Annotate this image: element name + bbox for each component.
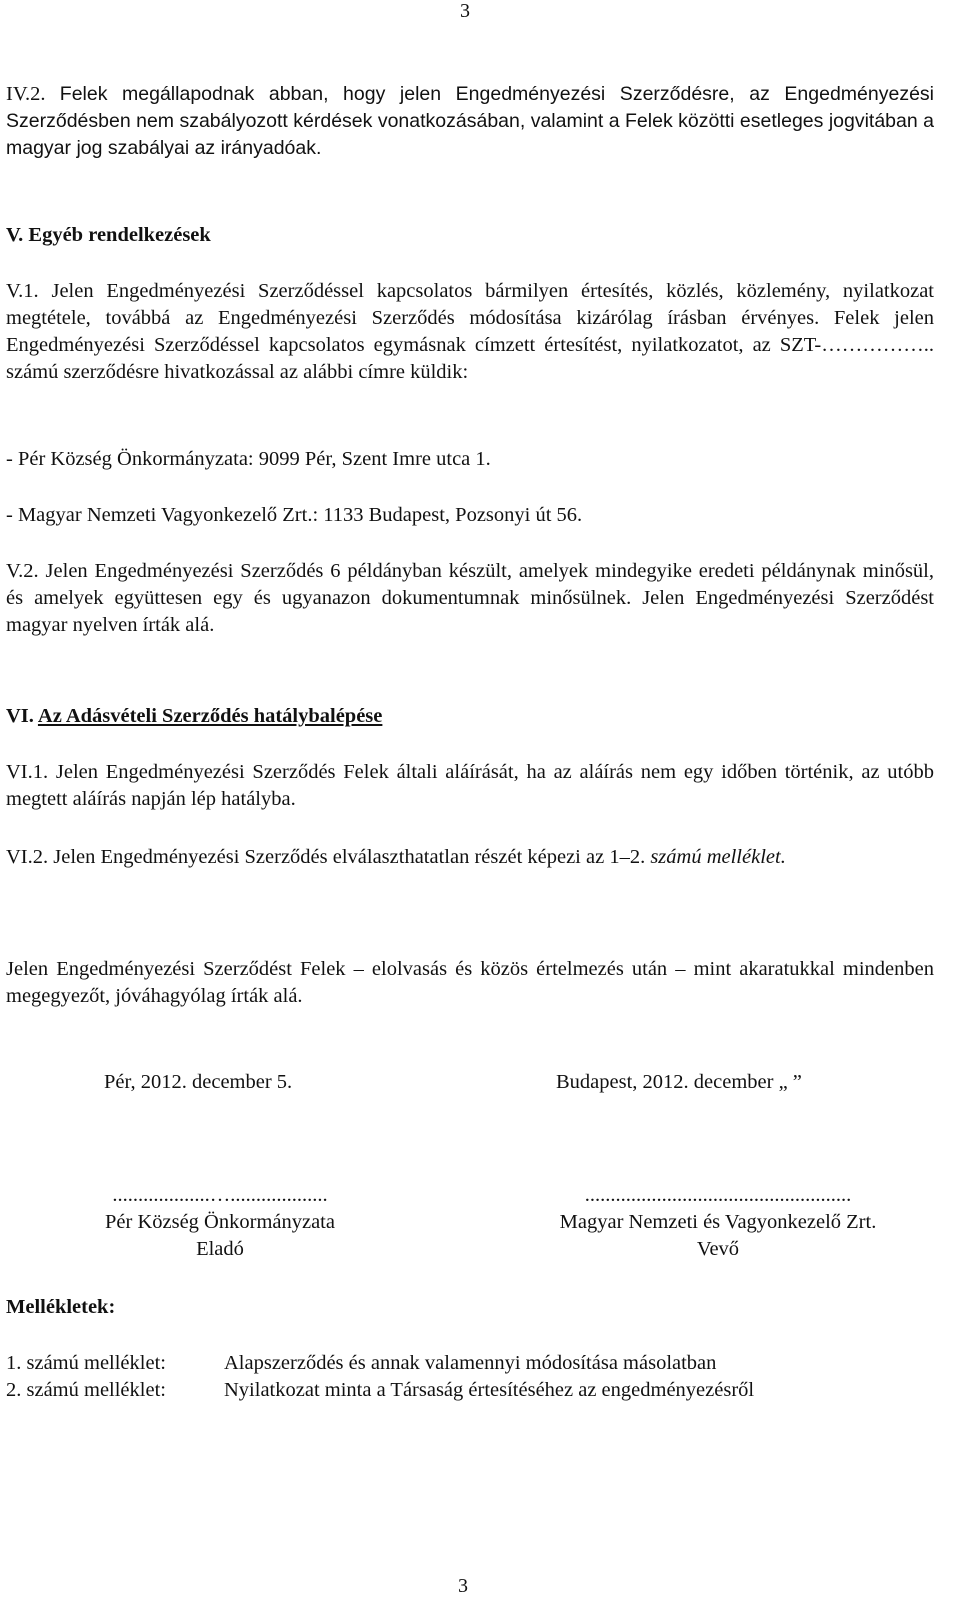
place-date-left: Pér, 2012. december 5. xyxy=(104,1071,293,1093)
annex-text: Nyilatkozat minta a Társaság értesítéséhez az engedményezésről xyxy=(224,1379,755,1401)
signatory-role-right: Vevő xyxy=(696,1238,740,1260)
signature-left xyxy=(80,1182,360,1263)
section-v-2 xyxy=(6,558,934,639)
signature-line-right: .................................................... xyxy=(584,1184,852,1206)
annex-row xyxy=(6,1350,716,1377)
section-v-1-number: V.1. xyxy=(6,280,39,302)
section-vi-2 xyxy=(6,844,934,871)
section-vi-2-number: VI.2. xyxy=(6,846,49,868)
section-iv-2-number: IV.2. xyxy=(6,83,46,105)
section-vi-1-number: VI.1. xyxy=(6,761,49,783)
heading-vi-title: Az Adásvételi Szerződés hatálybalépése xyxy=(37,705,383,727)
section-vi-2-italic: számú melléklet. xyxy=(650,846,786,868)
signature-line-left: ...................…................... xyxy=(112,1184,328,1206)
section-iv-2-text: Felek megállapodnak abban, hogy jelen Engedményezési Szerződésre, az Engedményezési Szerződésben nem szabályozott kérdések vonatkozásában, valamint a Felek közötti esetleges jogvitában a magyar jog szabályai az irányadóak. xyxy=(6,83,935,159)
signatory-name-right: Magyar Nemzeti és Vagyonkezelő Zrt. xyxy=(559,1211,877,1233)
page-number-top: 3 xyxy=(460,0,470,22)
address-line-mnv: - Magyar Nemzeti Vagyonkezelő Zrt.: 1133 Budapest, Pozsonyi út 56. xyxy=(6,504,583,526)
page-number-bottom: 3 xyxy=(458,1575,468,1597)
address-line-per: - Pér Község Önkormányzata: 9099 Pér, Szent Imre utca 1. xyxy=(6,448,491,470)
section-v-1 xyxy=(6,278,934,386)
closing-paragraph: Jelen Engedményezési Szerződést Felek – elolvasás és közös értelmezés után – mint akaratukkal mindenben megegyezőt, jóváhagyólag írták alá. xyxy=(6,958,934,1007)
section-v-1-text: Jelen Engedményezési Szerződéssel kapcsolatos bármilyen értesítés, közlés, közlemény, nyilatkozat megtétele, továbbá az Engedményezési Szerződés módosítása kizárólag írásban érvényes. Felek jelen Engedményezési Szerződéssel kapcsolatos egymásnak címzett értesítést, nyilatkozatot, az SZT-…………….. számú szerződésre hivatkozással az alábbi címre küldik: xyxy=(6,280,935,383)
section-v-2-text: Jelen Engedményezési Szerződés 6 példányban készült, amelyek mindegyike eredeti példánynak minősül, és amelyek együttesen egy és ugyanazon dokumentumnak minősülnek. Jelen Engedményezési Szerződést magyar nyelven írták alá. xyxy=(6,560,934,636)
annexes-heading: Mellékletek: xyxy=(6,1296,116,1318)
section-v-2-number: V.2. xyxy=(6,560,39,582)
section-iv-2 xyxy=(6,81,934,162)
place-date-right: Budapest, 2012. december „ ” xyxy=(556,1071,802,1093)
heading-vi xyxy=(6,703,382,730)
annex-text: Alapszerződés és annak valamennyi módosítása másolatban xyxy=(224,1352,717,1374)
section-vi-2-text: Jelen Engedményezési Szerződés elválaszthatatlan részét képezi az 1–2. xyxy=(53,846,646,868)
signatory-role-left: Eladó xyxy=(196,1238,244,1260)
heading-v: V. Egyéb rendelkezések xyxy=(6,224,211,246)
signature-right xyxy=(518,1182,918,1263)
section-vi-1-text: Jelen Engedményezési Szerződés Felek általi aláírását, ha az aláírás nem egy időben történik, az utóbb megtett aláírás napján lép hatályba. xyxy=(6,761,935,810)
annex-label: 1. számú melléklet: xyxy=(6,1352,166,1374)
signatory-name-left: Pér Község Önkormányzata xyxy=(105,1211,335,1233)
section-vi-1 xyxy=(6,759,934,813)
annex-label: 2. számú melléklet: xyxy=(6,1379,166,1401)
annex-row xyxy=(6,1377,754,1404)
heading-vi-number: VI. xyxy=(6,705,34,727)
